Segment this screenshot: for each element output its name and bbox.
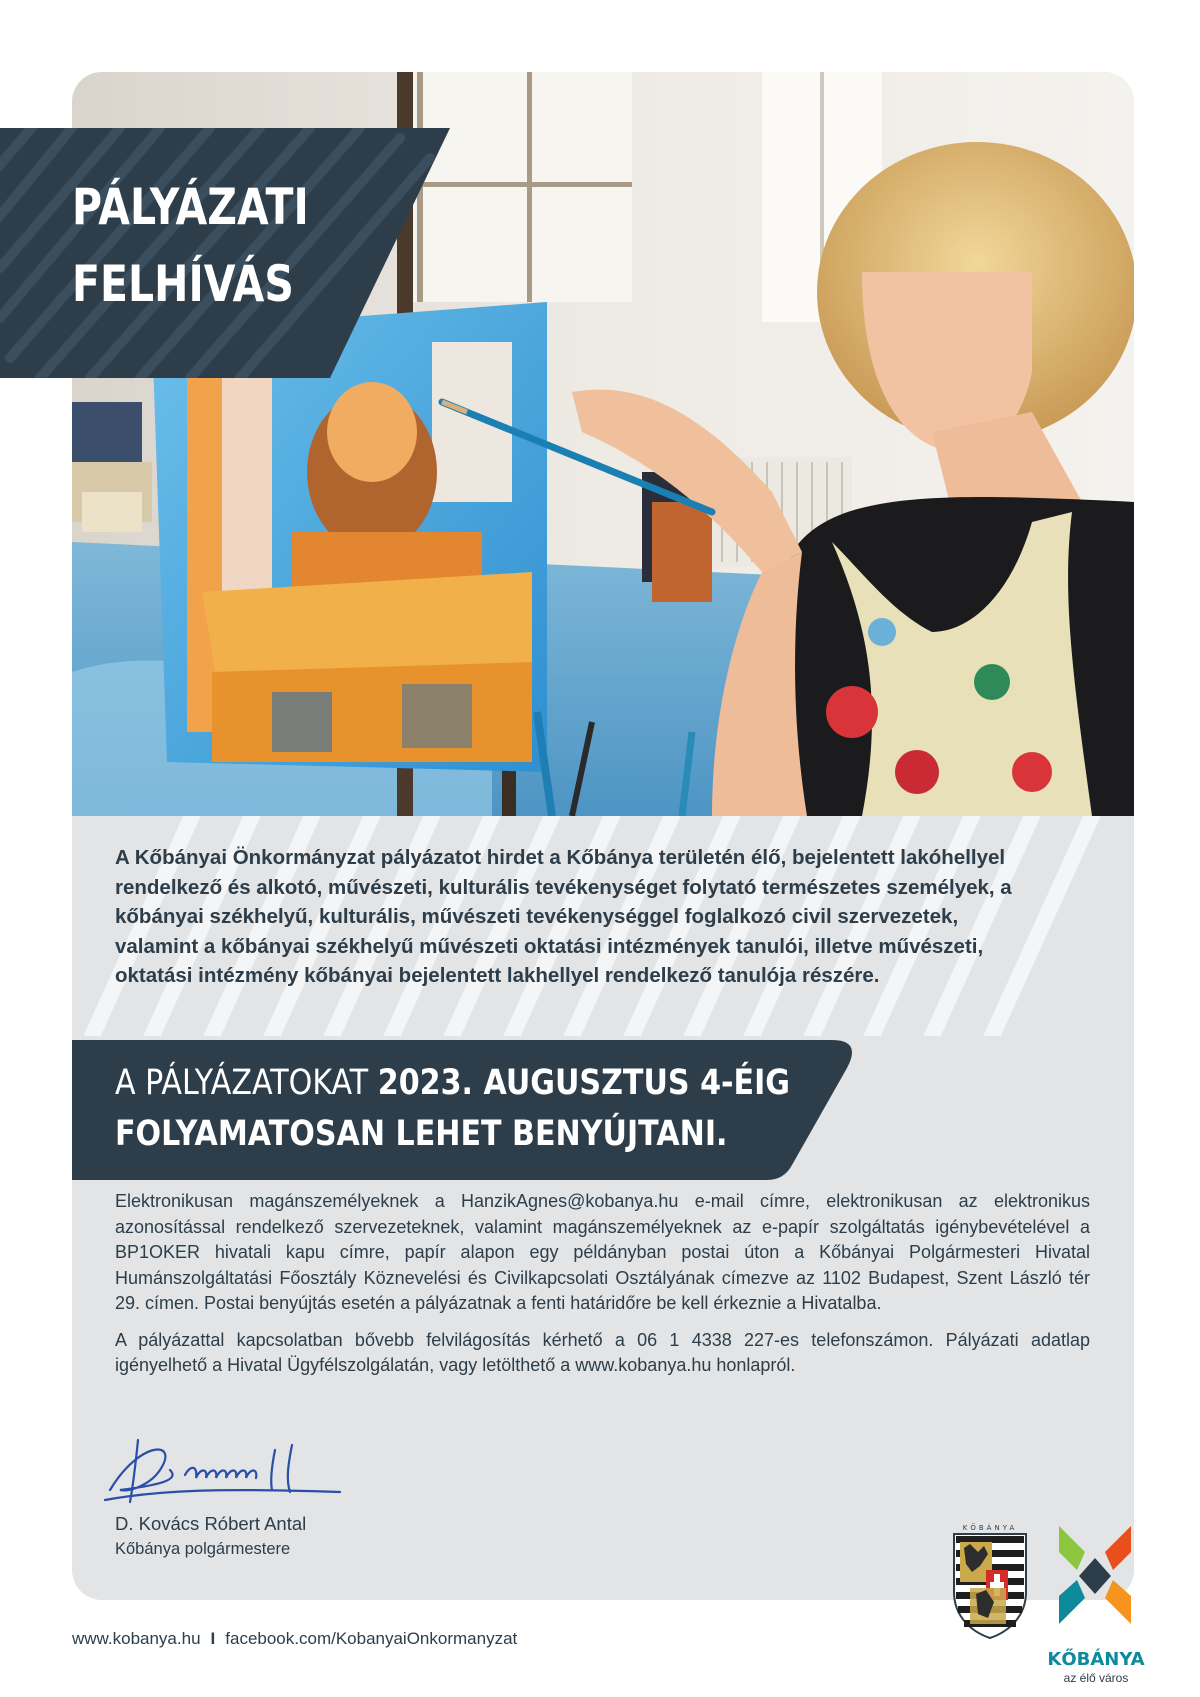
body-text	[115, 1189, 1090, 1390]
footer-website-link[interactable]: www.kobanya.hu	[72, 1629, 201, 1648]
deadline-line2: FOLYAMATOSAN LEHET BENYÚJTANI.	[115, 1114, 728, 1154]
page-title-line1: PÁLYÁZATI	[72, 178, 309, 236]
intro-paragraph: A Kőbányai Önkormányzat pályázatot hirdet a Kőbánya területén élő, bejelentett lakóhellyel rendelkező és alkotó, művészeti, kulturális tevékenységet folytató természetes személyek, a kőbányai székhelyű, kulturális, művészeti tevékenységgel foglalkozó civil szervezetek, valamint a kőbányai székhelyű művészeti oktatási intézmények tanulói, illetve művészeti, oktatási intézmény kőbányai bejelentett lakhellyel rendelkező tanulója részére.	[115, 846, 1012, 987]
page-title-line2: FELHÍVÁS	[72, 255, 294, 313]
submission-paragraph: Elektronikusan magánszemélyeknek a HanzikAgnes@kobanya.hu e-mail címre, elektronikusan az elektronikus azonosítással rendelkező szervezeteknek, valamint magánszemélyeknek az e-papír szolgáltatás igénybevételével a BP1OKER hivatali kapu címre, papír alapon egy példányban postai úton a Kőbányai Polgármesteri Hivatal Humánszolgáltatási Főosztály Köznevelési és Civilkapcsolati Osztályának címezve az 1102 Budapest, Szent László tér 29. címen. Postai benyújtás esetén a pályázatnak a fenti határidőre be kell érkeznie a Hivatalba.	[115, 1191, 1090, 1313]
signer-title: Kőbánya polgármestere	[115, 1540, 291, 1558]
deadline-date: 2023. AUGUSZTUS 4-ÉIG	[377, 1063, 790, 1103]
signature-image	[100, 1430, 350, 1510]
footer-facebook-link[interactable]: facebook.com/KobanyaiOnkormanyzat	[225, 1629, 518, 1648]
info-paragraph: A pályázattal kapcsolatban bővebb felvilágosítás kérhető a 06 1 4338 227-es telefonszámon. Pályázati adatlap igényelhető a Hivatal Ügyfélszolgálatán, vagy letölthető a www.kobanya.hu honlapról.	[115, 1329, 1090, 1375]
footer-separator: I	[210, 1629, 216, 1648]
kobanya-crest-logo	[950, 1522, 1030, 1640]
title-banner	[0, 128, 450, 378]
signer-name: D. Kovács Róbert Antal	[115, 1513, 307, 1534]
logo-name: KŐBÁNYA	[1047, 1649, 1145, 1670]
logo-tagline: az élő város	[1063, 1671, 1129, 1685]
deadline-text	[115, 1058, 790, 1160]
footer	[72, 1629, 517, 1649]
crest-text: KŐBÁNYA	[962, 1524, 1018, 1532]
kobanya-city-logo	[1055, 1526, 1135, 1646]
deadline-prefix: A PÁLYÁZATOKAT	[115, 1063, 369, 1103]
